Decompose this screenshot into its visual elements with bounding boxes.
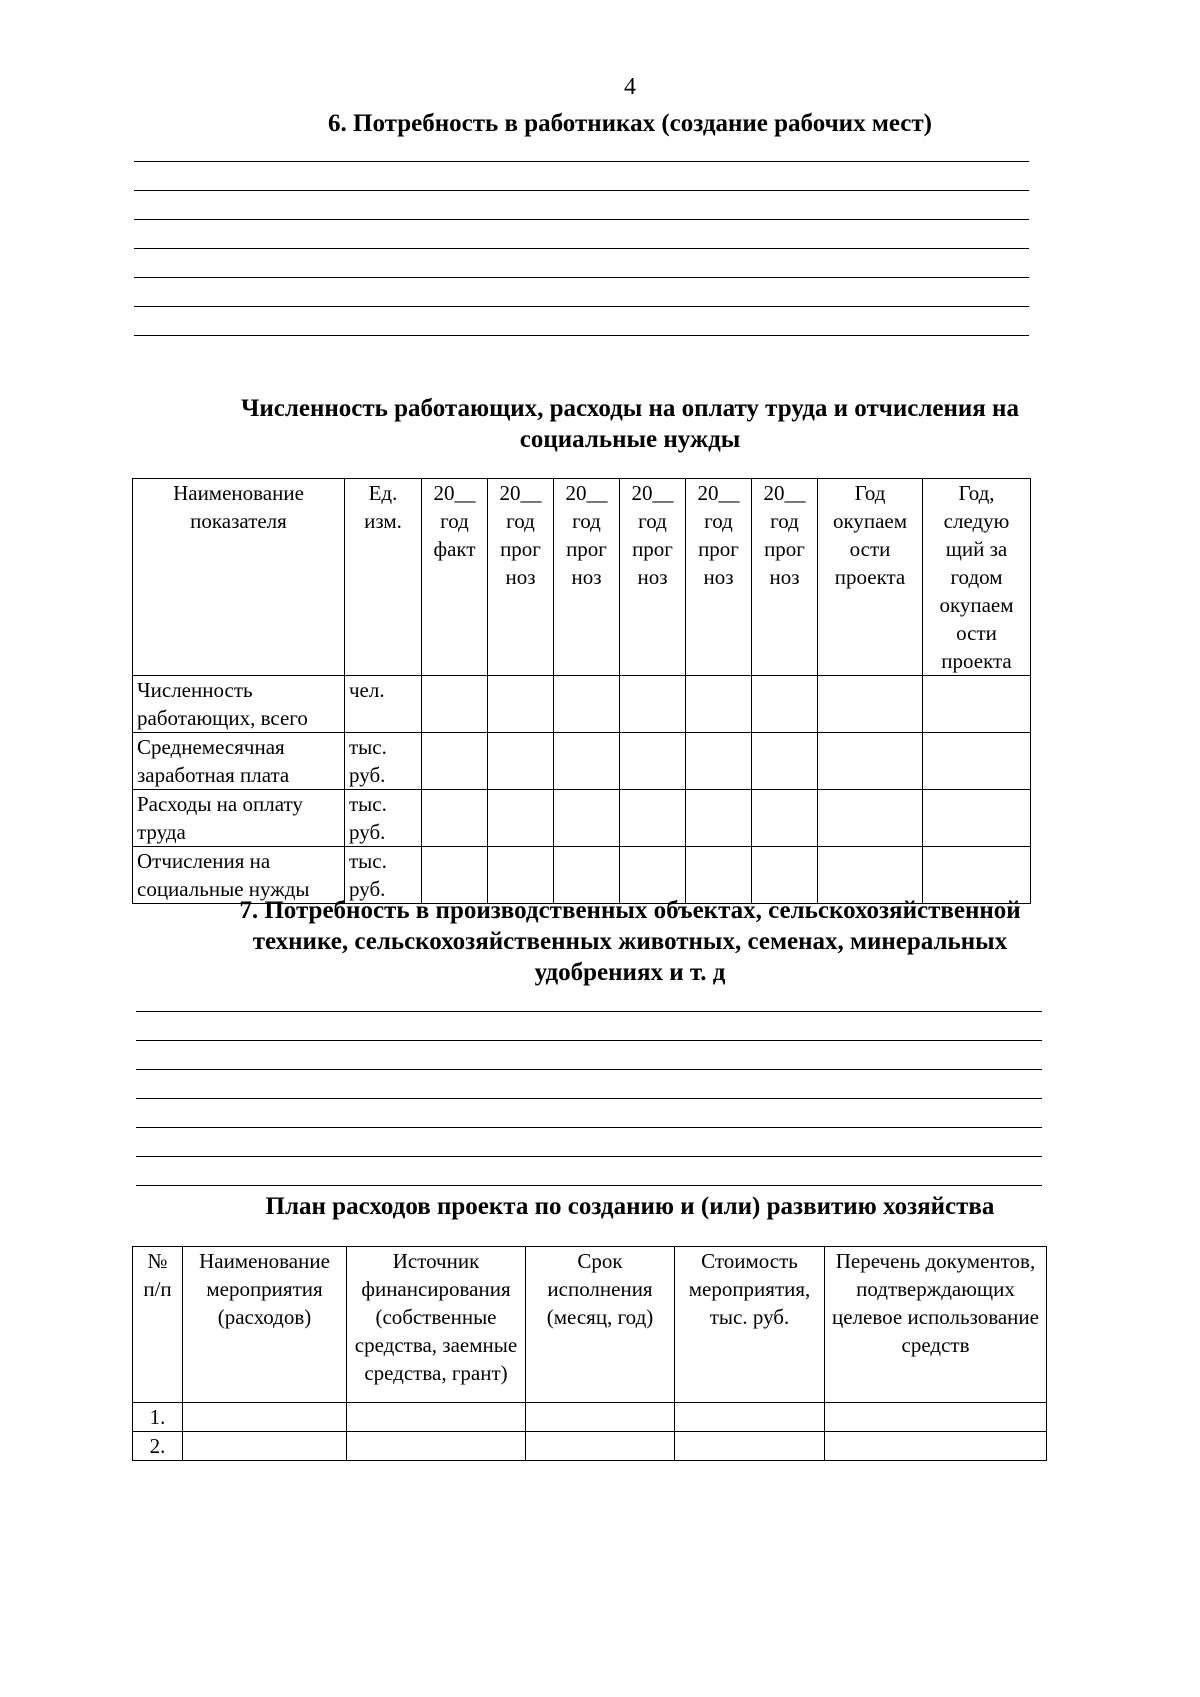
table-cell[interactable] [686,733,752,790]
section-7-title [130,895,1130,988]
col-header-year-forecast: 20__ год прог ноз [620,479,686,676]
table-row [133,733,1031,790]
answer-line[interactable] [134,220,1029,249]
table-row [133,676,1031,733]
plan-table [132,1246,1047,1461]
row-name: Среднемесячная заработная плата [133,733,345,790]
table-cell[interactable] [183,1403,347,1432]
section-6-title: 6. Потребность в работниках (создание рабочих мест) [328,110,932,137]
table-cell[interactable] [488,790,554,847]
col-header-documents: Перечень документов, подтверждающих целевое использование средств [825,1247,1047,1403]
answer-line[interactable] [136,1157,1042,1186]
table-row [133,1432,1047,1461]
answer-line[interactable] [136,1070,1042,1099]
row-unit: чел. [345,676,422,733]
staff-table-header-row [133,479,1031,676]
table-cell[interactable] [923,790,1031,847]
col-header-funding-source: Источник финансирования (собственные средства, заемные средства, грант) [347,1247,526,1403]
table-cell[interactable] [620,733,686,790]
row-number: 1. [133,1403,183,1432]
row-unit: тыс. руб. [345,847,422,904]
col-header-activity: Наименование мероприятия (расходов) [183,1247,347,1403]
table-cell[interactable] [488,733,554,790]
section-7-title-line-1: 7. Потребность в производственных объектах, сельскохозяйственной [239,897,1021,924]
col-header-year-forecast: 20__ год прог ноз [488,479,554,676]
table-cell[interactable] [526,1432,675,1461]
section-7-title-line-3: удобрениях и т. д [534,959,726,986]
row-name: Отчисления на социальные нужды [133,847,345,904]
col-header-year-forecast: 20__ год прог ноз [554,479,620,676]
table-cell[interactable] [554,676,620,733]
table-cell[interactable] [347,1432,526,1461]
plan-table-title: План расходов проекта по созданию и (или) развитию хозяйства [265,1193,995,1220]
answer-line[interactable] [134,133,1029,162]
row-name: Численность работающих, всего [133,676,345,733]
table-cell[interactable] [675,1432,825,1461]
row-unit: тыс. руб. [345,790,422,847]
table-cell[interactable] [686,790,752,847]
table-cell[interactable] [825,1432,1047,1461]
answer-line[interactable] [136,983,1042,1012]
table-row [133,790,1031,847]
table-cell[interactable] [818,676,923,733]
col-header-cost: Стоимость мероприятия, тыс. руб. [675,1247,825,1403]
table-cell[interactable] [620,676,686,733]
row-name: Расходы на оплату труда [133,790,345,847]
answer-line[interactable] [136,1012,1042,1041]
row-unit: тыс. руб. [345,733,422,790]
staff-table-title [130,393,1130,455]
table-cell[interactable] [675,1403,825,1432]
col-header-number: № п/п [133,1247,183,1403]
table-cell[interactable] [752,733,818,790]
table-cell[interactable] [488,676,554,733]
table-cell[interactable] [422,790,488,847]
answer-line[interactable] [134,278,1029,307]
answer-line[interactable] [134,249,1029,278]
col-header-deadline: Срок исполнения (месяц, год) [526,1247,675,1403]
answer-line[interactable] [136,1128,1042,1157]
section-7-answer-lines [136,983,1042,1186]
table-cell[interactable] [752,676,818,733]
table-cell[interactable] [752,790,818,847]
table-cell[interactable] [620,790,686,847]
plan-table-header-row [133,1247,1047,1403]
table-cell[interactable] [554,733,620,790]
answer-line[interactable] [134,162,1029,191]
table-cell[interactable] [183,1432,347,1461]
answer-line[interactable] [136,1099,1042,1128]
table-cell[interactable] [422,733,488,790]
col-header-year-forecast: 20__ год прог ноз [752,479,818,676]
section-6-answer-lines [134,133,1029,336]
table-cell[interactable] [923,733,1031,790]
answer-line[interactable] [134,307,1029,336]
table-cell[interactable] [554,790,620,847]
col-header-indicator: Наименование показателя [133,479,345,676]
answer-line[interactable] [134,191,1029,220]
answer-line[interactable] [136,1041,1042,1070]
table-cell[interactable] [818,733,923,790]
col-header-unit: Ед. изм. [345,479,422,676]
row-number: 2. [133,1432,183,1461]
table-cell[interactable] [422,676,488,733]
table-row [133,1403,1047,1432]
staff-table [132,478,1031,904]
table-cell[interactable] [923,676,1031,733]
col-header-post-payback-year: Год, следую щий за годом окупаем ости проекта [923,479,1031,676]
table-cell[interactable] [347,1403,526,1432]
staff-table-title-line-2: социальные нужды [519,426,741,453]
section-7-title-line-2: технике, сельскохозяйственных животных, семенах, минеральных [252,928,1008,955]
col-header-payback-year: Год окупаем ости проекта [818,479,923,676]
staff-table-title-line-1: Численность работающих, расходы на оплату труда и отчисления на [241,395,1019,422]
table-cell[interactable] [818,790,923,847]
page-number: 4 [624,74,636,100]
table-cell[interactable] [825,1403,1047,1432]
col-header-year-fact: 20__ год факт [422,479,488,676]
table-cell[interactable] [526,1403,675,1432]
col-header-year-forecast: 20__ год прог ноз [686,479,752,676]
table-cell[interactable] [686,676,752,733]
